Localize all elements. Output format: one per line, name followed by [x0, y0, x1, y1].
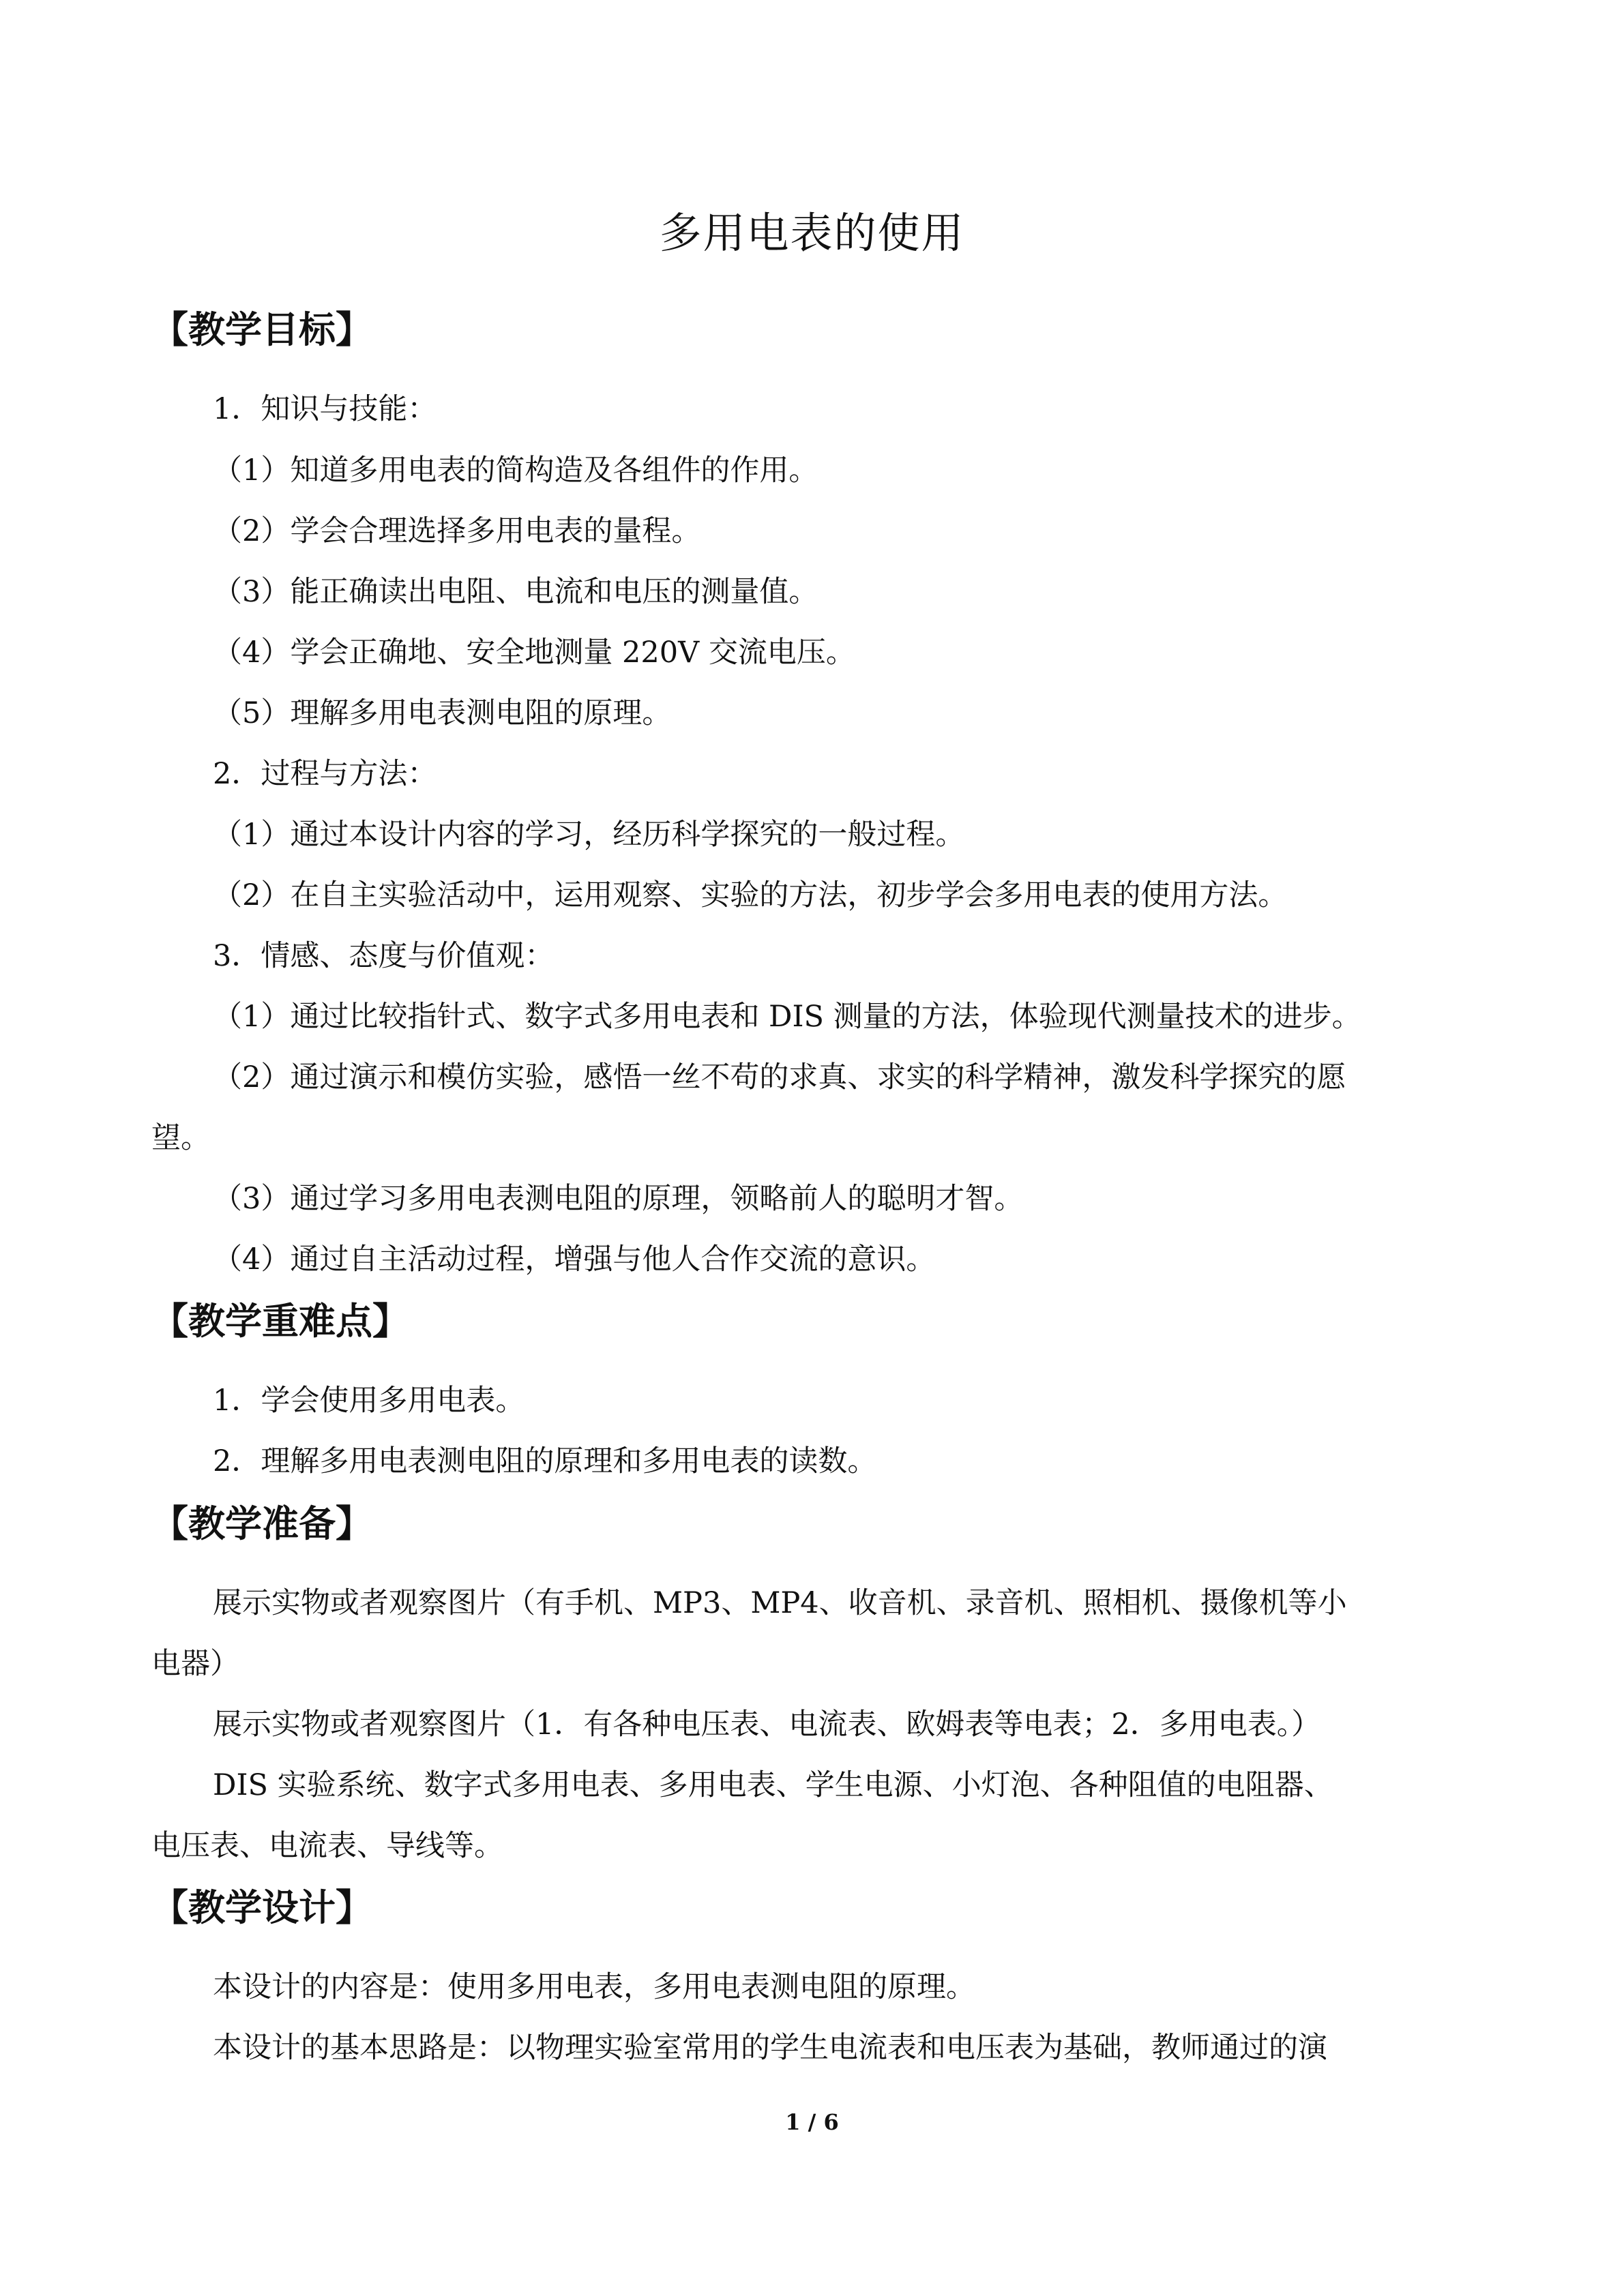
section-heading-key-points: 【教学重难点】 — [151, 1299, 409, 1343]
objectives-line: 2．过程与方法： — [213, 757, 437, 791]
preparation-line: DIS 实验系统、数字式多用电表、多用电表、学生电源、小灯泡、各种阻值的电阻器、 — [213, 1768, 1333, 1802]
document-title: 多用电表的使用 — [659, 208, 965, 258]
objectives-line: （2）在自主实验活动中，运用观察、实验的方法，初步学会多用电表的使用方法。 — [213, 878, 1288, 912]
objectives-line: （2）学会合理选择多用电表的量程。 — [213, 514, 701, 548]
key-points-line: 1．学会使用多用电表。 — [213, 1384, 525, 1418]
objectives-line: （2）通过演示和模仿实验，感悟一丝不苟的求真、求实的科学精神，激发科学探究的愿 — [213, 1060, 1346, 1094]
objectives-line: （5）理解多用电表测电阻的原理。 — [213, 696, 672, 730]
preparation-line: 电压表、电流表、导线等。 — [151, 1829, 503, 1863]
design-line: 本设计的内容是：使用多用电表，多用电表测电阻的原理。 — [213, 1970, 975, 2004]
objectives-line: （1）知道多用电表的简构造及各组件的作用。 — [213, 453, 818, 488]
design-line: 本设计的基本思路是：以物理实验室常用的学生电流表和电压表为基础，教师通过的演 — [213, 2031, 1327, 2065]
preparation-line: 电器） — [151, 1647, 239, 1681]
objectives-line: （4）通过自主活动过程，增强与他人合作交流的意识。 — [213, 1242, 936, 1277]
preparation-line: 展示实物或者观察图片（1．有各种电压表、电流表、欧姆表等电表；2．多用电表。） — [213, 1708, 1321, 1742]
section-heading-preparation: 【教学准备】 — [151, 1502, 372, 1545]
objectives-line: 1．知识与技能： — [213, 392, 437, 426]
section-heading-objectives: 【教学目标】 — [151, 308, 372, 351]
objectives-line: （3）能正确读出电阻、电流和电压的测量值。 — [213, 575, 818, 609]
objectives-line: （4）学会正确地、安全地测量 220V 交流电压。 — [213, 636, 855, 670]
key-points-line: 2．理解多用电表测电阻的原理和多用电表的读数。 — [213, 1444, 877, 1478]
objectives-line: （3）通过学习多用电表测电阻的原理，领略前人的聪明才智。 — [213, 1182, 1024, 1216]
preparation-line: 展示实物或者观察图片（有手机、MP3、MP4、收音机、录音机、照相机、摄像机等小 — [213, 1586, 1347, 1620]
section-heading-design: 【教学设计】 — [151, 1885, 372, 1929]
objectives-line: （1）通过比较指针式、数字式多用电表和 DIS 测量的方法，体验现代测量技术的进步。 — [213, 1000, 1361, 1034]
objectives-line: 3．情感、态度与价值观： — [213, 939, 555, 973]
page-number: 1 / 6 — [785, 2109, 839, 2135]
objectives-line: （1）通过本设计内容的学习，经历科学探究的一般过程。 — [213, 818, 965, 852]
objectives-line: 望。 — [151, 1121, 210, 1155]
